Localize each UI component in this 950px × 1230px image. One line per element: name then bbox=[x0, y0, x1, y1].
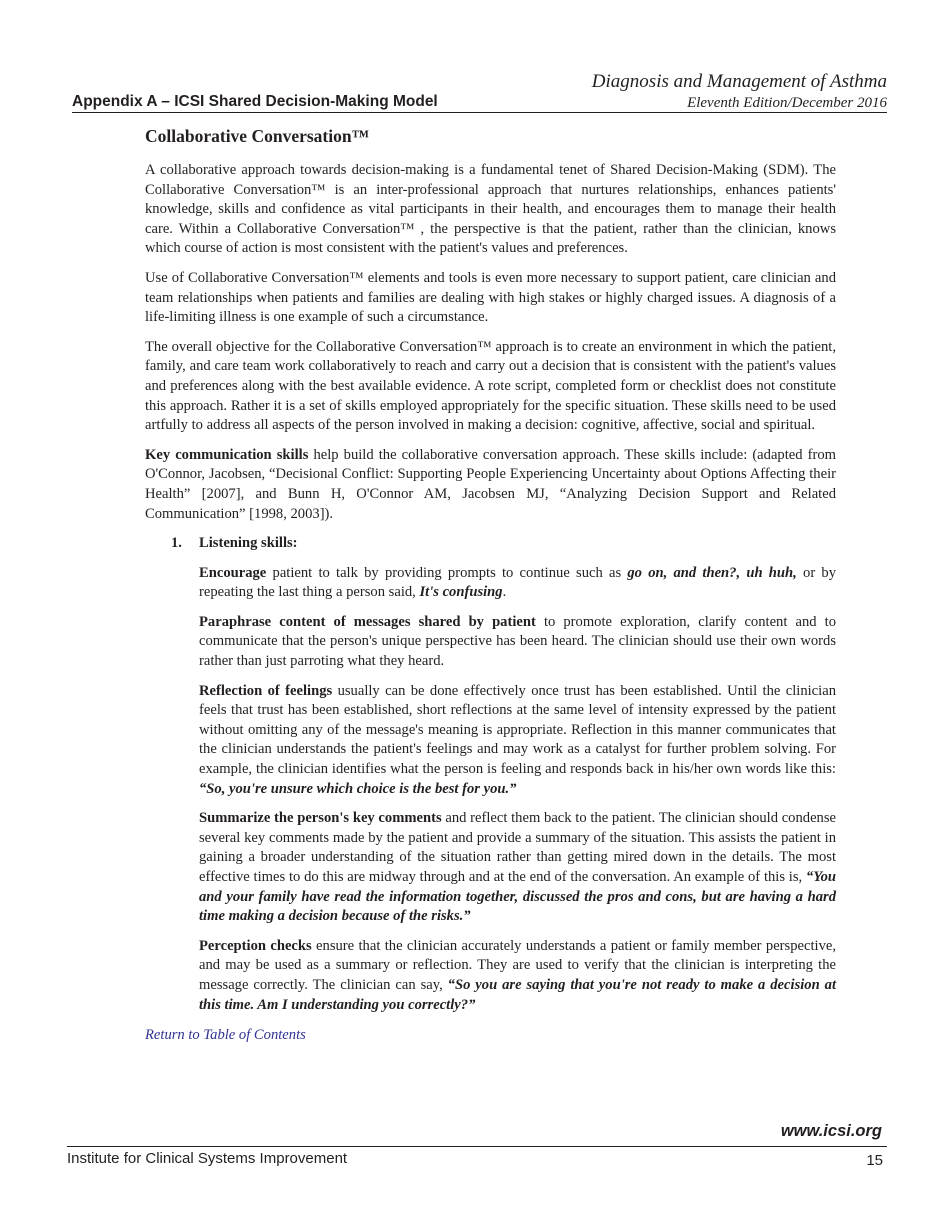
perception-quote: “So you are saying that you're not ready to make a decision at this time. Am I understanding you correctly?” bbox=[199, 976, 836, 1013]
perception-text: ensure that the clinician accurately understands a patient or family member perspective, and may be used as a summary or reflection. They are used to verify that the clinician is interpreting the message correctly. The clinician can say, bbox=[199, 937, 836, 993]
header-divider bbox=[72, 112, 887, 113]
listening-skills-list bbox=[171, 534, 837, 1015]
summarize-quote: “You and your family have read the information together, discussed the pros and cons, but are having a hard time making a decision because of the risks.” bbox=[199, 869, 836, 925]
document-title: Diagnosis and Management of Asthma bbox=[591, 71, 887, 92]
skill-reflection bbox=[199, 682, 836, 800]
paragraph-key-skills bbox=[145, 446, 836, 524]
paragraph-objective: The overall objective for the Collaborative Conversation™ approach is to create an environment in which the patient, family, and care team work collaboratively to reach and carry out a decision that is consistent with the patient's values and preferences along with the best available evidence. A rote script, completed form or checklist does not constitute this approach. Rather it is a set of skills employed appropriately for the specific situation. These skills need to be used artfully to address all aspects of the person involved in making a decision: cognitive, affective, social and spiritual. bbox=[145, 338, 836, 434]
reflection-quote: “So, you're unsure which choice is the best for you.” bbox=[199, 780, 517, 797]
encourage-quote-1: go on, and then?, uh huh, bbox=[627, 564, 797, 581]
list-heading bbox=[171, 534, 836, 554]
paragraph-elements: Use of Collaborative Conversation™ elements and tools is even more necessary to support patient, care clinician and team relationships when patients and families are dealing with high stakes or highly charged issues. A diagnosis of a life-limiting illness is one example of such a circumstance. bbox=[145, 269, 836, 326]
encourage-quote-2: It's confusing bbox=[419, 584, 503, 601]
summarize-text: and reflect them back to the patient. The clinician should condense several key comments made by the patient and provide a summary of the situation. This assists the patient in gaining a broader understanding of the situation rather than getting mired down in the details. The most effective times to do this are midway through and at the end of the conversation. An example of this is, bbox=[199, 810, 837, 885]
encourage-text-3: . bbox=[502, 584, 507, 601]
skill-perception bbox=[199, 937, 836, 1015]
skill-encourage bbox=[199, 564, 836, 603]
encourage-text-2: or by repeating the last thing a person said, bbox=[199, 564, 836, 601]
document-edition: Eleventh Edition/December 2016 bbox=[687, 95, 887, 111]
list-number: 1. bbox=[171, 535, 182, 552]
summarize-label: Summarize the person's key comments bbox=[199, 810, 442, 827]
footer-url: www.icsi.org bbox=[780, 1122, 882, 1140]
list-heading-label: Listening skills: bbox=[199, 535, 298, 552]
key-skills-text: help build the collaborative conversation approach. These skills include: (adapted from O'Connor, Jacobsen, “Decisional Conflict: Supporting People Experiencing Uncertainty about Options Affecting their Health” [2007], and Bunn H, O'Connor AM, Jacobsen MJ, “Analyzing Decision Support and Related Communication” [1998, 2003]). bbox=[145, 446, 836, 522]
paraphrase-label: Paraphrase content of messages shared by patient bbox=[199, 613, 536, 630]
skill-paraphrase bbox=[199, 613, 836, 672]
encourage-label: Encourage bbox=[199, 564, 267, 581]
paragraph-intro: A collaborative approach towards decision-making is a fundamental tenet of Shared Decision-Making (SDM). The Collaborative Conversation™ is an inter-professional approach that nurtures relationships, enhances patients' knowledge, skills and confidence as vital participants in their health, and encourages them to manage their health care. Within a Collaborative Conversation™ , the perspective is that the patient, rather than the clinician, knows which course of action is most consistent with the patient's values and preferences. bbox=[145, 162, 836, 257]
footer-divider bbox=[67, 1146, 887, 1147]
skill-summarize bbox=[199, 809, 836, 927]
appendix-title: Appendix A – ICSI Shared Decision-Making Model bbox=[72, 93, 438, 110]
footer-organization: Institute for Clinical Systems Improvement bbox=[67, 1150, 348, 1167]
paraphrase-text: to promote exploration, clarify content and to communicate that the person's unique perspective has been heard. The clinician should use their own words rather than just parroting what they heard. bbox=[199, 613, 836, 670]
encourage-text-1: patient to talk by providing prompts to continue such as bbox=[266, 564, 628, 581]
return-to-toc-link[interactable]: Return to Table of Contents bbox=[145, 1027, 306, 1044]
page-number: 15 bbox=[866, 1152, 883, 1169]
main-content bbox=[145, 124, 836, 1046]
perception-label: Perception checks bbox=[199, 937, 312, 954]
document-header bbox=[592, 70, 887, 113]
key-skills-label: Key communication skills bbox=[145, 446, 309, 463]
section-title: Collaborative Conversation™ bbox=[145, 126, 370, 146]
reflection-text: usually can be done effectively once trust has been established. Until the clinician feels that trust has been established, short reflections at the same level of intensity expressed by the patient without omitting any of the message's meaning is appropriate. Reflection in this manner communicates that the clinician understands the patient's feelings and may work as a catalyst for further problem solving. For example, the clinician identifies what the person is feeling and responds back in his/her own words like this: bbox=[199, 682, 836, 778]
reflection-label: Reflection of feelings bbox=[199, 682, 333, 699]
